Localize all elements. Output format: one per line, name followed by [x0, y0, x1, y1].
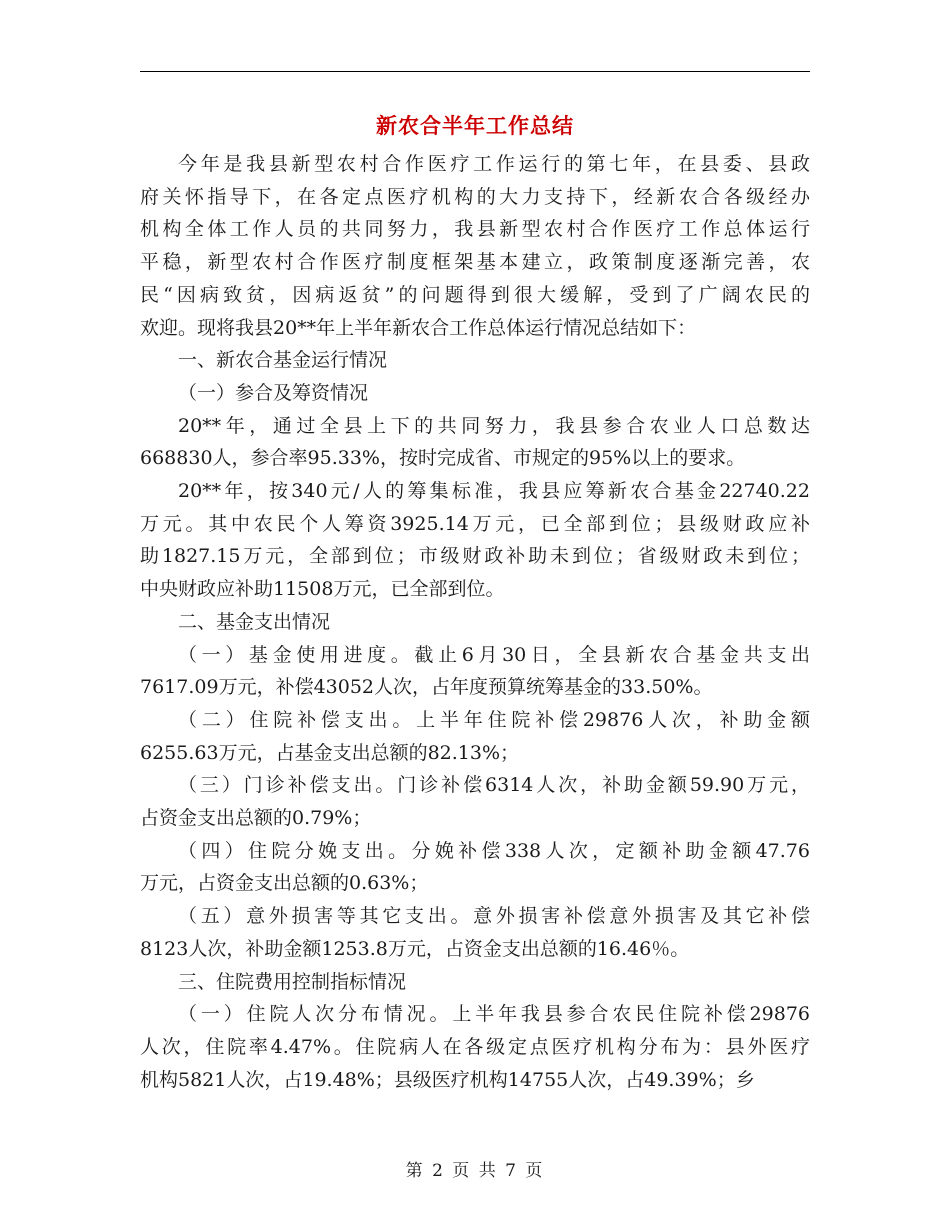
paragraph [140, 377, 810, 410]
paragraph [140, 900, 810, 965]
paragraph-line: （四）住院分娩支出。分娩补偿338人次，定额补助金额47.76 [178, 839, 810, 862]
paragraph-line: 欢迎。现将我县20**年上半年新农合工作总体运行情况总结如下： [140, 316, 697, 339]
paragraph-line: 7617.09万元，补偿43052人次，占年度预算统筹基金的33.50%。 [140, 676, 713, 699]
paragraph-line: 今年是我县新型农村合作医疗工作运行的第七年，在县委、县政 [178, 153, 810, 175]
paragraph-line: 6255.63万元，占基金支出总额的82.13%； [140, 741, 520, 764]
paragraph-line: 助1827.15万元，全部到位；市级财政补助未到位；省级财政未到位； [140, 545, 810, 568]
header-rule [140, 71, 810, 72]
paragraph [140, 410, 810, 475]
paragraph-line: （二）住院补偿支出。上半年住院补偿29876人次，补助金额 [178, 708, 810, 731]
paragraph [140, 966, 810, 999]
paragraph-line: 人次，住院率4.47%。住院病人在各级定点医疗机构分布为：县外医疗 [140, 1035, 810, 1058]
paragraph-line: 府关怀指导下，在各定点医疗机构的大力支持下，经新农合各级经办 [140, 185, 810, 208]
paragraph-line: （一）基金使用进度。截止6月30日，全县新农合基金共支出 [178, 643, 810, 666]
paragraph [140, 835, 810, 900]
paragraph-line: 668830人，参合率95.33%，按时完成省、市规定的95%以上的要求。 [140, 447, 746, 470]
paragraph-line: 一、新农合基金运行情况 [178, 349, 388, 372]
paragraph [140, 475, 810, 606]
paragraph-line: 民“因病致贫，因病返贫”的问题得到很大缓解，受到了广阔农民的 [140, 283, 810, 306]
paragraph-line: 20**年，按340元/人的筹集标准，我县应筹新农合基金22740.22 [178, 480, 810, 503]
paragraph-line: 万元，占资金支出总额的0.63%； [140, 872, 429, 895]
paragraph-line: （一）参合及筹资情况 [178, 381, 369, 404]
paragraph [140, 344, 810, 377]
paragraph-line: 机构5821人次，占19.48%；县级医疗机构14755人次，占49.39%；乡 [140, 1068, 755, 1091]
document-body [140, 148, 810, 1096]
paragraph-line: 占资金支出总额的0.79%； [140, 807, 372, 830]
paragraph [140, 769, 810, 834]
paragraph-line: 万元。其中农民个人筹资3925.14万元，已全部到位；县级财政应补 [140, 512, 810, 535]
paragraph [140, 148, 810, 344]
paragraph [140, 998, 810, 1096]
document-title: 新农合半年工作总结 [376, 113, 574, 138]
paragraph [140, 704, 810, 769]
paragraph-line: 三、住院费用控制指标情况 [178, 970, 407, 993]
paragraph-line: 平稳，新型农村合作医疗制度框架基本建立，政策制度逐渐完善，农 [140, 251, 810, 274]
paragraph-line: 二、基金支出情况 [178, 610, 331, 633]
paragraph-line: 机构全体工作人员的共同努力，我县新型农村合作医疗工作总体运行 [140, 218, 810, 241]
page-footer: 第 2 页 共 7 页 [405, 1161, 545, 1181]
paragraph-line: （一）住院人次分布情况。上半年我县参合农民住院补偿29876 [178, 1003, 810, 1026]
paragraph-line: （三）门诊补偿支出。门诊补偿6314人次，补助金额59.90万元， [178, 774, 810, 797]
paragraph-line: （五）意外损害等其它支出。意外损害补偿意外损害及其它补偿 [178, 905, 810, 928]
paragraph-line: 8123人次，补助金额1253.8万元，占资金支出总额的16.46％。 [140, 937, 690, 960]
paragraph-line: 中央财政应补助11508万元，已全部到位。 [140, 578, 505, 601]
paragraph-line: 20**年，通过全县上下的共同努力，我县参合农业人口总数达 [178, 414, 810, 437]
paragraph [140, 639, 810, 704]
paragraph [140, 606, 810, 639]
